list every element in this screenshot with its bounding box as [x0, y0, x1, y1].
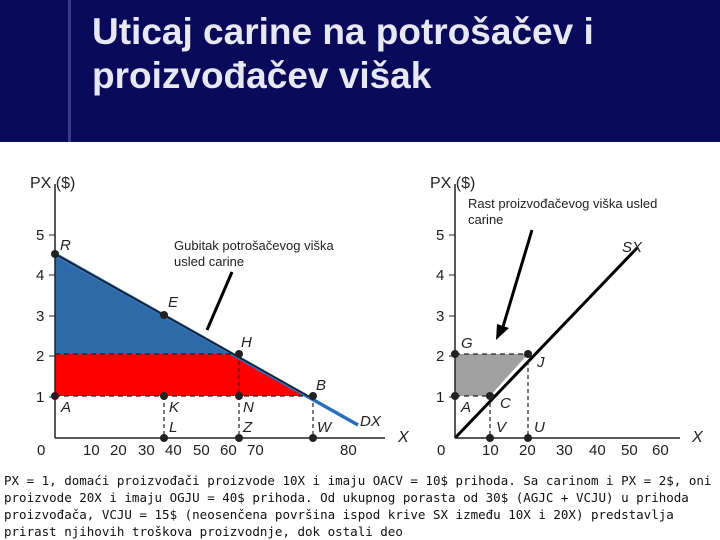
point-k: K — [169, 399, 180, 416]
slide-header — [0, 0, 720, 142]
left-callout-arrow — [207, 272, 232, 330]
left-xtick-60: 60 — [220, 442, 237, 459]
left-ytick-4: 4 — [36, 267, 45, 284]
left-xtick-50: 50 — [193, 442, 210, 459]
left-ytick-2: 2 — [36, 348, 45, 365]
right-xtick-40: 40 — [589, 442, 606, 459]
demand-curve-label: DX — [360, 413, 381, 430]
right-xtick-30: 30 — [556, 442, 573, 459]
left-ytick-1: 1 — [36, 389, 45, 406]
left-xtick-30: 30 — [138, 442, 155, 459]
right-xtick-10: 10 — [482, 442, 499, 459]
right-callout-arrowhead — [496, 324, 509, 340]
point-a-right: A — [461, 399, 472, 416]
right-ytick-3: 3 — [436, 308, 445, 325]
supply-curve — [455, 248, 637, 438]
point-b: B — [316, 377, 327, 394]
header-accent-line — [68, 0, 71, 142]
point-w: W — [317, 419, 332, 436]
right-callout-text: Rast proizvođačevog viška usled carine — [468, 196, 668, 228]
left-chart — [30, 175, 410, 459]
point-l: L — [169, 419, 178, 436]
left-y-axis-label: PX ($) — [30, 175, 76, 192]
right-ytick-1: 1 — [436, 389, 445, 406]
point-v: V — [496, 419, 507, 436]
right-ytick-4: 4 — [436, 267, 445, 284]
right-y-axis-label: PX ($) — [430, 175, 476, 192]
point-z: Z — [243, 419, 253, 436]
left-ytick-5: 5 — [36, 227, 45, 244]
supply-curve-label: SX — [622, 239, 643, 256]
point-u: U — [534, 419, 545, 436]
caption-text-box — [0, 472, 720, 540]
tariff-diagram — [0, 142, 720, 472]
left-x-axis-label: X — [398, 429, 409, 446]
right-xtick-60: 60 — [652, 442, 669, 459]
point-a-left: A — [61, 399, 72, 416]
title-line-2: proizvođačev višak — [92, 55, 432, 96]
left-xtick-70: 70 — [247, 442, 264, 459]
left-xtick-10: 10 — [83, 442, 100, 459]
right-ytick-5: 5 — [436, 227, 445, 244]
right-xtick-0: 0 — [437, 442, 446, 459]
right-ytick-2: 2 — [436, 348, 445, 365]
right-xtick-20: 20 — [519, 442, 536, 459]
right-x-axis-label: X — [692, 429, 703, 446]
left-xtick-80: 80 — [340, 442, 357, 459]
title-line-1: Uticaj carine na potrošačev i — [92, 11, 594, 52]
point-r: R — [60, 237, 71, 254]
point-h: H — [241, 334, 252, 351]
diagram-area — [0, 142, 720, 472]
point-c: C — [500, 395, 511, 412]
left-xtick-0: 0 — [37, 442, 46, 459]
slide-title — [92, 10, 712, 98]
right-callout-arrow — [502, 230, 532, 330]
point-j: J — [537, 354, 545, 371]
left-ytick-3: 3 — [36, 308, 45, 325]
point-g: G — [461, 335, 473, 352]
right-xtick-50: 50 — [621, 442, 638, 459]
caption-text: PX = 1, domaći proizvođači proizvode 10X i imaju OACV = 10$ prihoda. Sa carinom i PX = 2$, oni proizvode 20X i imaju OGJU = 40$ prihoda. Od ukupnog porasta od 30$ (AGJC + VCJU) u prihoda proizvođača, VCJU = 15$ (neosenčena površina ispod krive SX između 10X i 20X) predstavlja prirast njihovih troškova proizvodnje, dok ostali deo — [4, 473, 712, 539]
left-callout-text: Gubitak potrošačevog viška usled carine — [174, 238, 344, 270]
left-xtick-20: 20 — [110, 442, 127, 459]
point-n: N — [243, 399, 254, 416]
point-e: E — [168, 294, 179, 311]
left-xtick-40: 40 — [165, 442, 182, 459]
